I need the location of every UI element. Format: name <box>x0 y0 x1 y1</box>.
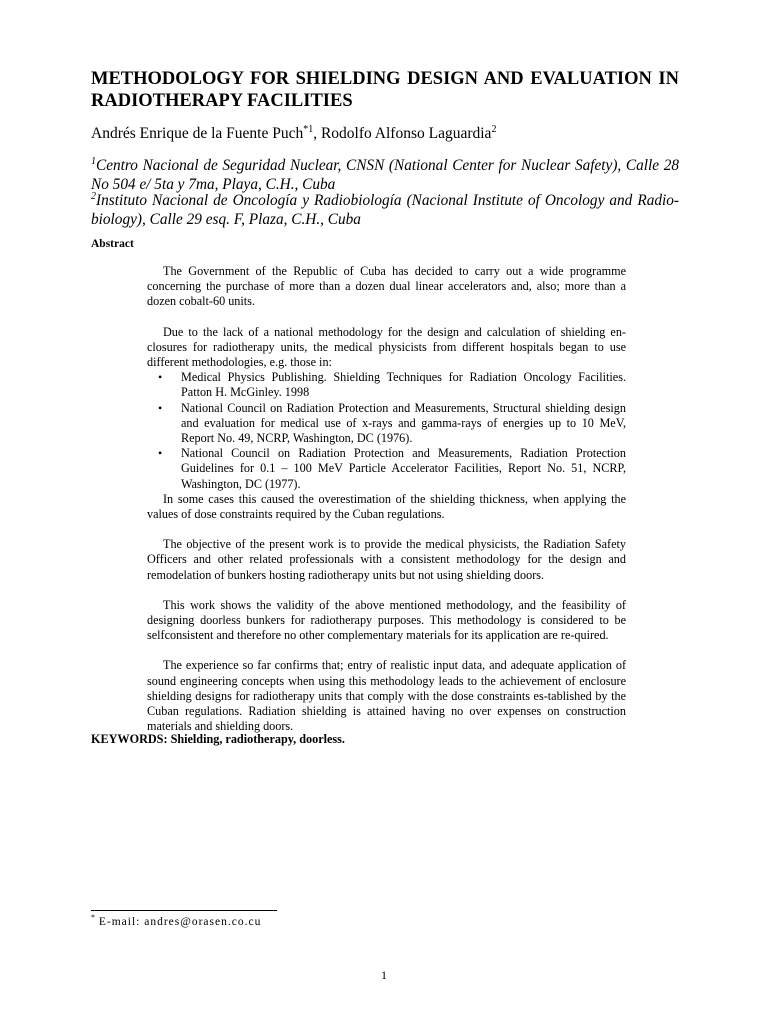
list-item <box>147 446 626 492</box>
abstract-paragraph-5: This work shows the validity of the above mentioned methodology, and the feasibility of designing doorless bunkers for radiotherapy purposes. This methodology is considered to be selfconsistent and therefore no other complementary materials for its application are re-quired. <box>147 597 626 643</box>
list-item-text: Medical Physics Publishing. Shielding Techniques for Radiation Oncology Facilities. Patton H. McGinley. 1998 <box>181 370 626 400</box>
bullet-icon: • <box>158 446 163 461</box>
list-item <box>147 370 626 400</box>
page-number: 1 <box>381 968 387 982</box>
affiliation-2-mark: 2 <box>91 191 96 202</box>
affiliation-2-text: Instituto Nacional de Oncología y Radiobiología (Nacional Institute of Oncology and Radio-biology), Calle 29 esq. F, Plaza, C.H., Cuba <box>91 192 679 228</box>
abstract-paragraph-3: In some cases this caused the overestimation of the shielding thickness, when applying the values of dose constraints required by the Cuban regulations. <box>147 491 626 522</box>
paper-title: METHODOLOGY FOR SHIELDING DESIGN AND EVALUATION IN RADIOTHERAPY FACILITIES <box>91 69 679 111</box>
author-2-footnote-mark: 2 <box>491 124 497 135</box>
footnote-divider <box>91 910 277 911</box>
affiliation-1-text: Centro Nacional de Seguridad Nuclear, CNSN (National Center for Nuclear Safety), Calle 28 No 504 e/ 5ta y 7ma, Playa, C.H., Cuba <box>91 157 679 193</box>
affiliation-1 <box>91 156 679 194</box>
keywords: KEYWORDS: Shielding, radiotherapy, doorless. <box>91 732 345 746</box>
abstract-body <box>147 264 626 749</box>
abstract-heading: Abstract <box>91 238 134 250</box>
list-item-text: National Council on Radiation Protection and Measurements, Structural shielding design and evaluation for medical use of x-rays and gamma-rays of energies up to 10 MeV, Report No. 49, NCRP, Washington, DC (1976). <box>181 400 626 446</box>
author-separator: , <box>313 125 321 142</box>
bullet-icon: • <box>158 370 163 385</box>
author-1: Andrés Enrique de la Fuente Puch <box>91 125 304 142</box>
bullet-icon: • <box>158 400 163 415</box>
affiliation-2 <box>91 191 679 229</box>
footnote <box>91 913 262 928</box>
abstract-paragraph-2: Due to the lack of a national methodology for the design and calculation of shielding en-closures for radiotherapy units, the medical physicists from different hospitals began to use different methodologies, e.g. those in: <box>147 324 626 370</box>
abstract-paragraph-1: The Government of the Republic of Cuba has decided to carry out a wide programme concerning the purchase of more than a dozen dual linear accelerators and, also; more than a dozen cobalt-60 units. <box>147 264 626 309</box>
author-2: Rodolfo Alfonso Laguardia <box>320 125 492 142</box>
list-item-text: National Council on Radiation Protection and Measurements, Radiation Protection Guidelines for 0.1 – 100 MeV Particle Accelerator Facilities, Report No. 51, NCRP, Washington, DC (1977). <box>181 446 626 491</box>
footnote-mark: * <box>91 913 95 922</box>
reference-list <box>147 370 626 492</box>
affiliation-1-mark: 1 <box>91 156 96 167</box>
abstract-paragraph-4: The objective of the present work is to provide the medical physicists, the Radiation Safety Officers and other related professionals with a consistent methodology for the design and remodelation of bunkers hosting radiotherapy units but not using shielding doors. <box>147 537 626 582</box>
author-line <box>91 124 496 144</box>
abstract-paragraph-6: The experience so far confirms that; entry of realistic input data, and adequate application of sound engineering concepts when using this methodology leads to the achievement of enclosure shielding designs for radiotherapy units that comply with the dose constraints es-tablished by the Cuban regulations. Radiation shielding is attained having no over expenses on construction materials and shielding doors. <box>147 658 626 734</box>
footnote-email: E-mail: andres@orasen.co.cu <box>95 916 262 928</box>
list-item <box>147 401 626 447</box>
author-1-footnote-mark: *1 <box>303 124 314 135</box>
